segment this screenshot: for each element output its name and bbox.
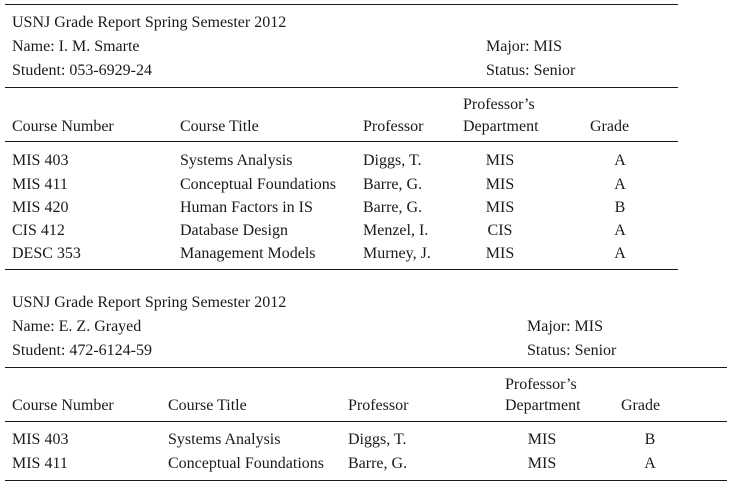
- header-course-number: Course Number: [12, 118, 114, 135]
- student-id: Student: 053-6929-24: [12, 62, 152, 79]
- course-number: MIS 403: [12, 431, 69, 448]
- course-number: MIS 411: [12, 455, 68, 472]
- student-status: Status: Senior: [486, 62, 576, 79]
- course-number: MIS 420: [12, 199, 69, 216]
- grade: A: [614, 152, 626, 169]
- grade: A: [644, 455, 656, 472]
- department: MIS: [485, 245, 515, 262]
- header-grade: Grade: [621, 397, 661, 414]
- header-bottom-rule: [5, 141, 678, 142]
- header-course-title: Course Title: [168, 397, 247, 414]
- header-professor-dept-line2: Department: [505, 397, 581, 414]
- student-major: Major: MIS: [486, 38, 562, 55]
- student-name: Name: E. Z. Grayed: [12, 318, 142, 335]
- course-title: Database Design: [180, 222, 288, 239]
- header-professor-dept-line2: Department: [463, 118, 539, 135]
- course-title: Systems Analysis: [180, 152, 293, 169]
- grade: A: [614, 176, 626, 193]
- department: MIS: [485, 199, 515, 216]
- department: MIS: [527, 455, 557, 472]
- grade: B: [644, 431, 656, 448]
- header-grade: Grade: [590, 118, 630, 135]
- student-major: Major: MIS: [527, 318, 603, 335]
- course-title: Conceptual Foundations: [180, 176, 336, 193]
- header-course-number: Course Number: [12, 397, 114, 414]
- header-professor-dept-line1: Professor’s: [505, 376, 577, 393]
- grade: B: [614, 199, 626, 216]
- header-professor: Professor: [348, 397, 409, 414]
- grade: A: [614, 222, 626, 239]
- report-title: USNJ Grade Report Spring Semester 2012: [12, 294, 287, 311]
- department: MIS: [527, 431, 557, 448]
- header-professor-dept-line1: Professor’s: [463, 96, 535, 113]
- professor: Barre, G.: [348, 455, 408, 472]
- grade: A: [614, 245, 626, 262]
- professor: Barre, G.: [363, 199, 423, 216]
- professor: Murney, J.: [363, 245, 431, 262]
- course-title: Conceptual Foundations: [168, 455, 324, 472]
- student-id: Student: 472-6124-59: [12, 342, 152, 359]
- professor: Barre, G.: [363, 176, 423, 193]
- professor: Diggs, T.: [348, 431, 407, 448]
- professor: Diggs, T.: [363, 152, 422, 169]
- header-top-rule: [5, 87, 678, 88]
- course-number: CIS 412: [12, 222, 65, 239]
- header-course-title: Course Title: [180, 118, 259, 135]
- report-title: USNJ Grade Report Spring Semester 2012: [12, 14, 287, 31]
- top-rule: [5, 4, 678, 5]
- department: CIS: [487, 222, 513, 239]
- course-title: Management Models: [180, 245, 316, 262]
- header-professor: Professor: [363, 118, 424, 135]
- bottom-rule: [5, 480, 727, 481]
- header-top-rule: [5, 367, 727, 368]
- course-number: DESC 353: [12, 245, 81, 262]
- course-number: MIS 411: [12, 176, 68, 193]
- bottom-rule: [5, 269, 678, 270]
- course-number: MIS 403: [12, 152, 69, 169]
- course-title: Systems Analysis: [168, 431, 281, 448]
- course-title: Human Factors in IS: [180, 199, 313, 216]
- department: MIS: [485, 176, 515, 193]
- header-bottom-rule: [5, 421, 727, 422]
- department: MIS: [485, 152, 515, 169]
- professor: Menzel, I.: [363, 222, 429, 239]
- student-name: Name: I. M. Smarte: [12, 38, 140, 55]
- student-status: Status: Senior: [527, 342, 617, 359]
